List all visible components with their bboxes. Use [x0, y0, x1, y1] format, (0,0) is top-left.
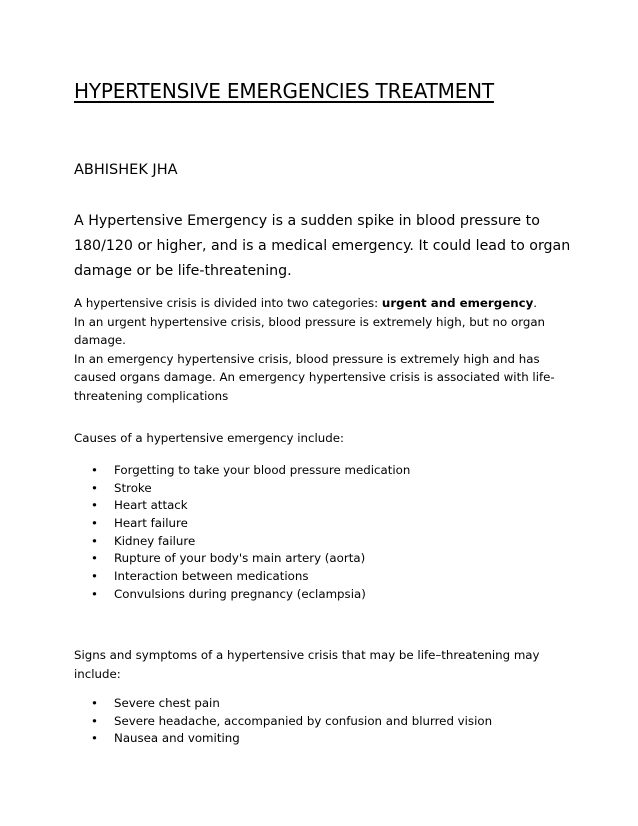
bullet-icon: •: [91, 533, 98, 548]
list-item: [88, 461, 568, 479]
list-item: [88, 712, 568, 730]
urgent-crisis-paragraph: In an urgent hypertensive crisis, blood pressure is extremely high, but no organ damage.: [74, 314, 546, 348]
crisis-lead-text: A hypertensive crisis is divided into two categories:: [74, 296, 382, 310]
list-item: [88, 729, 568, 747]
list-item-text: Kidney failure: [114, 533, 196, 548]
author-name: ABHISHEK JHA: [74, 162, 178, 178]
list-item: [88, 694, 568, 712]
crisis-categories: urgent and emergency: [381, 296, 534, 310]
list-item-text: Stroke: [114, 480, 152, 495]
list-item: [88, 479, 568, 497]
emergency-crisis-paragraph: In an emergency hypertensive crisis, blood pressure is extremely high and has caused organs damage. An emergency hypertensive crisis is associated with life-threatening complications: [74, 351, 555, 403]
list-item-text: Forgetting to take your blood pressure medication: [114, 463, 411, 477]
list-item: [88, 496, 568, 514]
list-item: [88, 585, 568, 603]
bullet-icon: •: [91, 480, 98, 495]
causes-list: [88, 461, 568, 603]
list-item: [88, 514, 568, 532]
list-item: [88, 567, 568, 585]
list-item-text: Interaction between medications: [114, 569, 309, 584]
bullet-icon: •: [91, 463, 98, 477]
intro-paragraph: A Hypertensive Emergency is a sudden spike in blood pressure to 180/120 or higher, and is a medical emergency. It could lead to organ damage or be life-threatening.: [74, 213, 571, 279]
crisis-lead-end: .: [533, 296, 538, 310]
bullet-icon: •: [91, 569, 98, 584]
page-title: HYPERTENSIVE EMERGENCIES TREATMENT: [74, 79, 494, 103]
list-item-text: Heart attack: [114, 498, 188, 513]
bullet-icon: •: [91, 551, 98, 566]
bullet-icon: •: [91, 498, 98, 513]
list-item-text: Severe headache, accompanied by confusion and blurred vision: [114, 713, 493, 728]
signs-heading: Signs and symptoms of a hypertensive crisis that may be life–threatening may include:: [74, 648, 540, 681]
bullet-icon: •: [91, 586, 98, 601]
list-item-text: Heart failure: [114, 516, 188, 531]
signs-list: [88, 694, 568, 747]
causes-heading: Causes of a hypertensive emergency include:: [74, 431, 344, 445]
list-item: [88, 549, 568, 567]
list-item-text: Nausea and vomiting: [114, 731, 240, 746]
list-item-text: Rupture of your body's main artery (aorta): [114, 551, 366, 566]
crisis-categories-line: [74, 294, 574, 313]
bullet-icon: •: [91, 516, 98, 531]
bullet-icon: •: [91, 713, 98, 728]
crisis-section: [74, 294, 574, 406]
list-item: [88, 532, 568, 550]
bullet-icon: •: [91, 731, 98, 746]
list-item-text: Convulsions during pregnancy (eclampsia): [114, 586, 366, 601]
bullet-icon: •: [91, 696, 98, 710]
list-item-text: Severe chest pain: [114, 696, 220, 710]
